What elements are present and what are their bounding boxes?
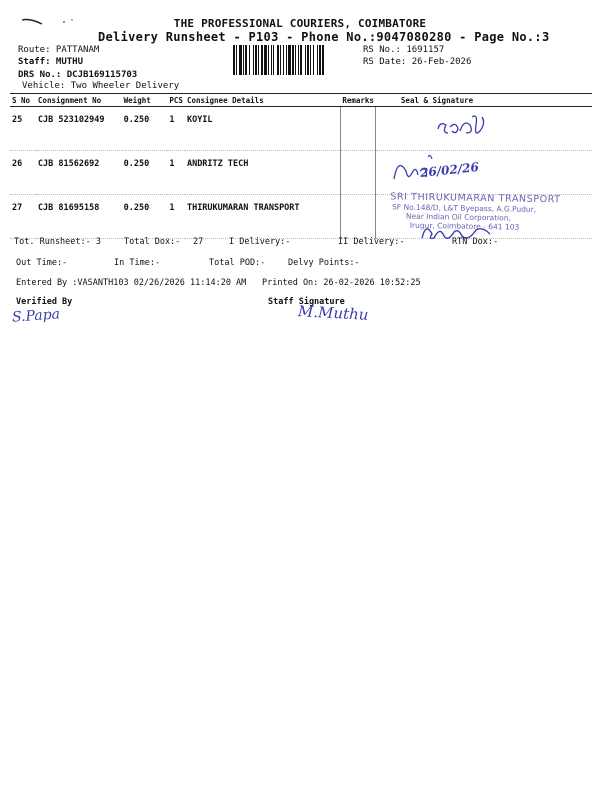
staff-signature-label: Staff Signature bbox=[268, 297, 345, 307]
handwritten-date: 26/02/26 bbox=[419, 159, 480, 181]
staff-signature: M.Muthu bbox=[297, 302, 369, 324]
printed-on: Printed On: 26-02-2026 10:52:25 bbox=[262, 278, 421, 288]
total-dox: Total Dox:- bbox=[124, 237, 181, 247]
cell-pcs: 1 bbox=[167, 195, 185, 239]
handwritten-signature bbox=[434, 111, 494, 143]
col-header-weight: Weight bbox=[122, 94, 168, 107]
delvy-points: Delvy Points:- bbox=[288, 258, 360, 268]
cell-remarks bbox=[340, 151, 376, 195]
total-count: 27 bbox=[193, 237, 204, 247]
cell-sno: 25 bbox=[10, 107, 36, 151]
i-delivery: I Delivery:- bbox=[229, 237, 291, 247]
runsheet-subtitle: Delivery Runsheet - P103 - Phone No.:9047080280 - Page No.:3 bbox=[98, 30, 550, 44]
cell-pcs: 1 bbox=[167, 151, 185, 195]
verified-by-signature: S.Papa bbox=[11, 306, 61, 326]
cell-seal-signature bbox=[376, 107, 592, 151]
stamp-line: SF No.148/D, L&T Byepass, A.G.Pudur, bbox=[391, 202, 537, 214]
table-header-row bbox=[10, 94, 592, 107]
col-header-seal: Seal & Signature bbox=[376, 94, 592, 107]
staff: Staff: MUTHU bbox=[18, 57, 84, 67]
table-row bbox=[10, 107, 592, 151]
cell-weight: 0.250 bbox=[122, 195, 168, 239]
cell-remarks bbox=[340, 107, 376, 151]
out-time: Out Time:- bbox=[16, 258, 68, 268]
cell-consignee: KOYIL bbox=[185, 107, 340, 151]
col-header-pcs: PCS bbox=[169, 95, 183, 105]
verified-by-label: Verified By bbox=[16, 297, 73, 307]
stamp-line: Near Indian Oil Corporation, bbox=[405, 211, 511, 223]
cell-sno: 27 bbox=[10, 195, 36, 239]
cell-weight: 0.250 bbox=[122, 107, 168, 151]
rs-number: RS No.: 1691157 bbox=[363, 45, 445, 55]
cell-remarks bbox=[340, 195, 376, 239]
cell-seal-signature bbox=[376, 151, 592, 195]
rtn-dox: RTN Dox:- bbox=[452, 237, 499, 247]
drs-number: DRS No.: DCJB169115703 bbox=[18, 70, 138, 80]
rs-date: RS Date: 26-Feb-2026 bbox=[363, 57, 472, 67]
company-title: THE PROFESSIONAL COURIERS, COIMBATORE bbox=[173, 17, 427, 30]
col-header-remarks: Remarks bbox=[342, 95, 374, 105]
cell-sno: 26 bbox=[10, 151, 36, 195]
stamp-line: Irugur, Coimbatore - 641 103 bbox=[409, 220, 520, 232]
ii-delivery: II Delivery:- bbox=[338, 237, 405, 247]
total-runsheet: Tot. Runsheet:- 3 bbox=[14, 237, 101, 247]
cell-consignee: ANDRITZ TECH bbox=[185, 151, 340, 195]
total-pod: Total POD:- bbox=[209, 258, 266, 268]
col-header-consignment: Consignment No bbox=[36, 94, 122, 107]
cell-weight: 0.250 bbox=[122, 151, 168, 195]
cell-consignment: CJB 523102949 bbox=[36, 107, 122, 151]
in-time: In Time:- bbox=[114, 258, 161, 268]
cell-consignment: CJB 81562692 bbox=[36, 151, 122, 195]
cell-consignment: CJB 81695158 bbox=[36, 195, 122, 239]
cell-consignee: THIRUKUMARAN TRANSPORT bbox=[185, 195, 340, 239]
col-header-consignee: Consignee Details bbox=[185, 94, 340, 107]
stamp-line: SRI THIRUKUMARAN TRANSPORT bbox=[390, 191, 561, 206]
table-row bbox=[10, 151, 592, 195]
route: Route: PATTANAM bbox=[18, 45, 100, 55]
col-header-sno: S No bbox=[10, 94, 36, 107]
barcode bbox=[232, 45, 360, 75]
vehicle: Vehicle: Two Wheeler Delivery bbox=[22, 81, 180, 91]
entered-by: Entered By :VASANTH103 02/26/2026 11:14:20 AM bbox=[16, 278, 247, 288]
cell-pcs: 1 bbox=[167, 107, 185, 151]
